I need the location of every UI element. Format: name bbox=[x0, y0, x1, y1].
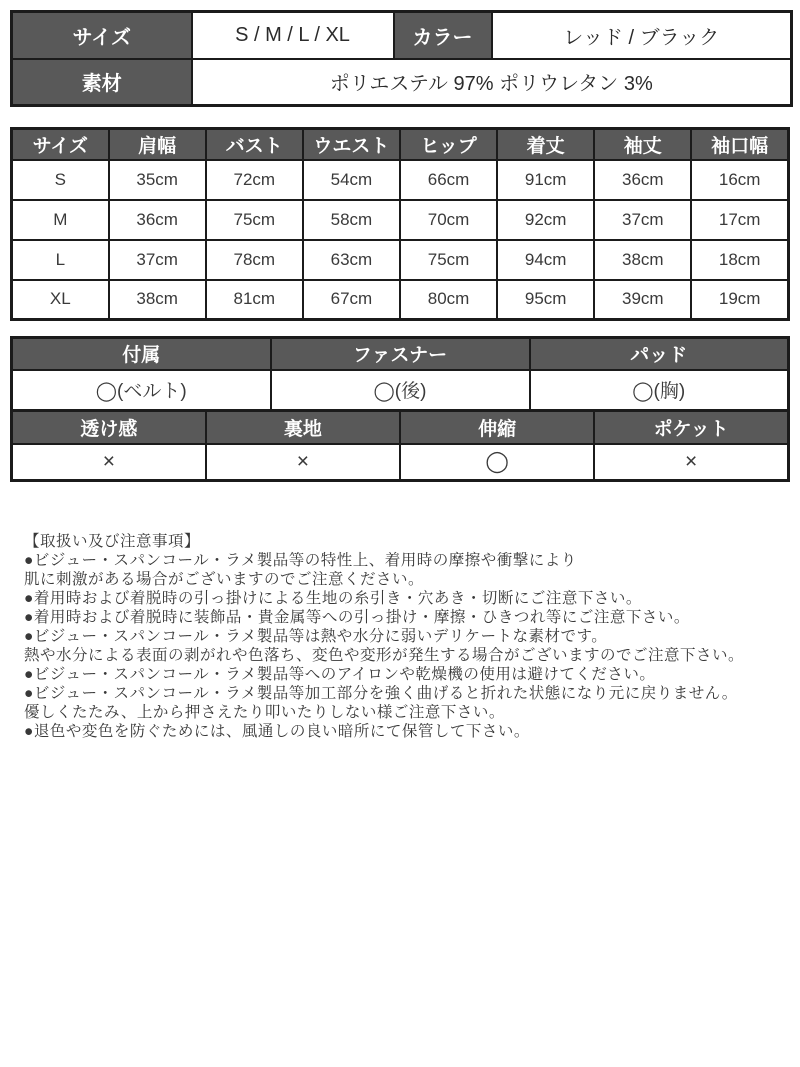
material-value-cell: ポリエステル 97% ポリウレタン 3% bbox=[192, 59, 792, 106]
size-cell: L bbox=[12, 240, 109, 280]
table-header-row bbox=[12, 411, 789, 444]
column-header: ポケット bbox=[594, 411, 788, 444]
property-value-cell: ◯ bbox=[400, 444, 594, 481]
measure-cell: 38cm bbox=[594, 240, 691, 280]
table-row bbox=[12, 280, 789, 320]
attachment-value-cell: ◯(後) bbox=[271, 370, 530, 411]
measure-cell: 35cm bbox=[109, 160, 206, 200]
info-table bbox=[10, 10, 793, 107]
color-value-cell: レッド / ブラック bbox=[492, 12, 792, 59]
notes-line: 肌に刺激がある場合がございますのでご注意ください。 bbox=[24, 571, 425, 588]
notes-line: ●退色や変色を防ぐためには、風通しの良い暗所にて保管して下さい。 bbox=[24, 723, 530, 740]
measure-cell: 19cm bbox=[691, 280, 788, 320]
column-header: サイズ bbox=[12, 129, 109, 160]
size-cell: M bbox=[12, 200, 109, 240]
attachments-table bbox=[10, 336, 790, 412]
attachment-value-cell: ◯(ベルト) bbox=[12, 370, 271, 411]
attachment-value-cell: ◯(胸) bbox=[530, 370, 789, 411]
properties-table bbox=[10, 409, 790, 482]
measure-cell: 72cm bbox=[206, 160, 303, 200]
measure-cell: 92cm bbox=[497, 200, 594, 240]
size-cell: XL bbox=[12, 280, 109, 320]
table-row bbox=[12, 444, 789, 481]
measure-cell: 91cm bbox=[497, 160, 594, 200]
measure-cell: 17cm bbox=[691, 200, 788, 240]
table-row bbox=[12, 370, 789, 411]
column-header: 肩幅 bbox=[109, 129, 206, 160]
table-header-row bbox=[12, 338, 789, 370]
notes-line: ●ビジュー・スパンコール・ラメ製品等へのアイロンや乾燥機の使用は避けてください。 bbox=[24, 666, 656, 683]
column-header: ヒップ bbox=[400, 129, 497, 160]
measure-cell: 81cm bbox=[206, 280, 303, 320]
table-row bbox=[12, 160, 789, 200]
notes-line: ●ビジュー・スパンコール・ラメ製品等の特性上、着用時の摩擦や衝撃により bbox=[24, 552, 577, 569]
table-header-row bbox=[12, 129, 789, 160]
measure-cell: 37cm bbox=[594, 200, 691, 240]
measure-cell: 78cm bbox=[206, 240, 303, 280]
column-header: ファスナー bbox=[271, 338, 530, 370]
column-header: ウエスト bbox=[303, 129, 400, 160]
notes-line: 熱や水分による表面の剥がれや色落ち、変色や変形が発生する場合がございますのでご注意下さい。 bbox=[24, 647, 745, 664]
column-header: 透け感 bbox=[12, 411, 206, 444]
notes-line: ●ビジュー・スパンコール・ラメ製品等は熱や水分に弱いデリケートな素材です。 bbox=[24, 628, 608, 645]
care-notes bbox=[24, 532, 790, 741]
notes-line: ●着用時および着脱時の引っ掛けによる生地の糸引き・穴あき・切断にご注意下さい。 bbox=[24, 590, 642, 607]
color-header-cell: カラー bbox=[394, 12, 492, 59]
measure-cell: 39cm bbox=[594, 280, 691, 320]
notes-line: 優しくたたみ、上から押さえたり叩いたりしない様ご注意下さい。 bbox=[24, 704, 505, 721]
measure-cell: 75cm bbox=[206, 200, 303, 240]
material-header-cell: 素材 bbox=[12, 59, 192, 106]
measure-cell: 94cm bbox=[497, 240, 594, 280]
notes-line: ●ビジュー・スパンコール・ラメ製品等加工部分を強く曲げると折れた状態になり元に戻りません。 bbox=[24, 685, 738, 702]
property-value-cell: × bbox=[12, 444, 206, 481]
measure-cell: 67cm bbox=[303, 280, 400, 320]
table-row bbox=[12, 200, 789, 240]
care-notes-title: 【取扱い及び注意事項】 bbox=[24, 533, 201, 550]
measure-cell: 38cm bbox=[109, 280, 206, 320]
column-header: バスト bbox=[206, 129, 303, 160]
column-header: 袖丈 bbox=[594, 129, 691, 160]
column-header: パッド bbox=[530, 338, 789, 370]
property-value-cell: × bbox=[206, 444, 400, 481]
column-header: 伸縮 bbox=[400, 411, 594, 444]
measure-cell: 58cm bbox=[303, 200, 400, 240]
column-header: 付属 bbox=[12, 338, 271, 370]
column-header: 着丈 bbox=[497, 129, 594, 160]
column-header: 裏地 bbox=[206, 411, 400, 444]
measure-cell: 66cm bbox=[400, 160, 497, 200]
column-header: 袖口幅 bbox=[691, 129, 788, 160]
size-cell: S bbox=[12, 160, 109, 200]
measure-cell: 37cm bbox=[109, 240, 206, 280]
measure-cell: 54cm bbox=[303, 160, 400, 200]
property-value-cell: × bbox=[594, 444, 788, 481]
measure-cell: 75cm bbox=[400, 240, 497, 280]
measurements-table bbox=[10, 127, 790, 321]
notes-line: ●着用時および着脱時に装飾品・貴金属等への引っ掛け・摩擦・ひきつれ等にご注意下さい。 bbox=[24, 609, 690, 626]
measure-cell: 36cm bbox=[109, 200, 206, 240]
table-row bbox=[12, 59, 792, 106]
measure-cell: 70cm bbox=[400, 200, 497, 240]
measure-cell: 16cm bbox=[691, 160, 788, 200]
measure-cell: 18cm bbox=[691, 240, 788, 280]
table-row bbox=[12, 240, 789, 280]
measure-cell: 95cm bbox=[497, 280, 594, 320]
size-value-cell: S / M / L / XL bbox=[192, 12, 394, 59]
measure-cell: 63cm bbox=[303, 240, 400, 280]
size-header-cell: サイズ bbox=[12, 12, 192, 59]
table-row bbox=[12, 12, 792, 59]
measure-cell: 36cm bbox=[594, 160, 691, 200]
measure-cell: 80cm bbox=[400, 280, 497, 320]
